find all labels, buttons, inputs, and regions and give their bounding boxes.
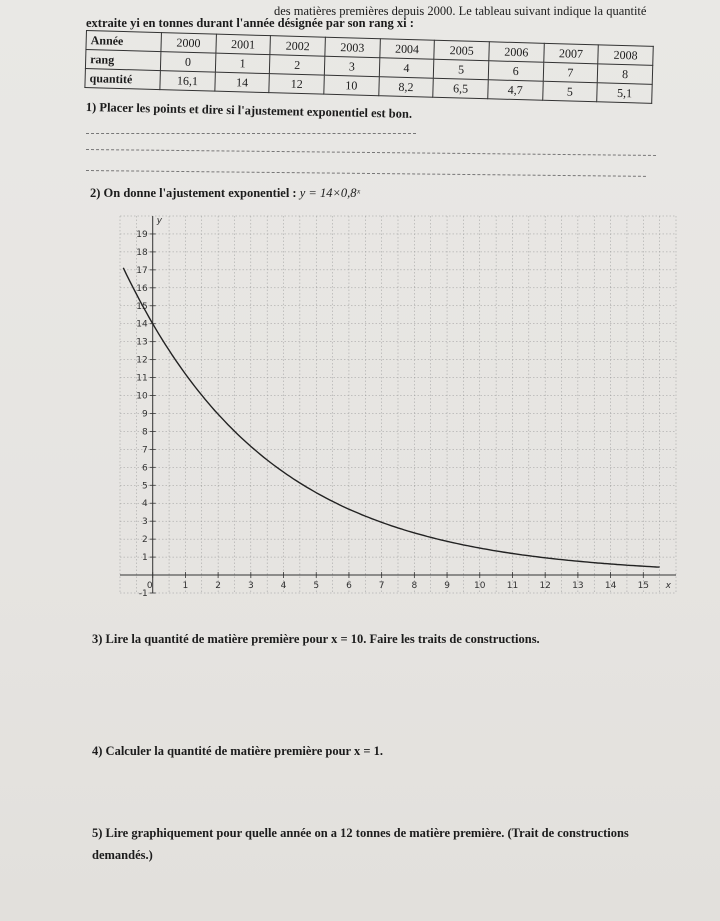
y-tick-label: 7 bbox=[141, 445, 148, 456]
exponential-graph bbox=[84, 208, 684, 608]
y-tick-label: 16 bbox=[136, 283, 148, 294]
question-2-text: 2) On donne l'ajustement exponentiel : bbox=[90, 186, 300, 200]
x-tick-label: 0 bbox=[146, 581, 153, 592]
table-cell: 4,7 bbox=[488, 80, 543, 101]
table-cell: 7 bbox=[543, 62, 598, 83]
y-tick-label: 10 bbox=[136, 391, 148, 402]
y-tick-label: 5 bbox=[141, 481, 148, 492]
x-tick-label: 14 bbox=[604, 581, 617, 592]
y-tick-label: 15 bbox=[136, 301, 148, 312]
row-label-annee: Année bbox=[86, 31, 162, 52]
table-cell: 2 bbox=[270, 55, 325, 76]
table-cell: 8 bbox=[597, 64, 652, 85]
question-5-continued: demandés.) bbox=[92, 848, 153, 862]
row-label-quantite: quantité bbox=[85, 68, 161, 89]
y-tick-label: 9 bbox=[141, 409, 148, 420]
y-tick-label: 11 bbox=[136, 373, 148, 384]
table-cell: 2007 bbox=[543, 43, 598, 64]
table-cell: 14 bbox=[215, 72, 270, 93]
x-tick-label: 11 bbox=[506, 581, 519, 592]
y-tick-label: 19 bbox=[136, 229, 148, 240]
y-tick-label: 12 bbox=[136, 355, 148, 366]
y-tick-label: 13 bbox=[136, 337, 148, 348]
table-cell: 10 bbox=[324, 75, 379, 96]
x-tick-label: 9 bbox=[444, 581, 450, 592]
table-cell: 2003 bbox=[325, 37, 380, 58]
answer-line-1 bbox=[86, 133, 416, 134]
question-2 bbox=[90, 186, 360, 201]
x-tick-label: 4 bbox=[280, 581, 287, 592]
x-tick-label: 8 bbox=[411, 581, 418, 592]
y-tick-label: 6 bbox=[141, 463, 148, 474]
y-tick-label: 17 bbox=[136, 265, 148, 276]
x-tick-label: 7 bbox=[378, 581, 385, 592]
x-tick-label: 5 bbox=[313, 581, 320, 592]
y-tick-label: 4 bbox=[141, 499, 148, 510]
chart-svg bbox=[84, 208, 684, 608]
question-3: 3) Lire la quantité de matière première pour x = 10. Faire les traits de constructions. bbox=[92, 632, 540, 646]
question-4: 4) Calculer la quantité de matière première pour x = 1. bbox=[92, 744, 383, 758]
y-tick-label: 14 bbox=[136, 319, 148, 330]
table-cell: 5 bbox=[542, 81, 597, 102]
table-cell: 2002 bbox=[270, 36, 325, 57]
row-label-rang: rang bbox=[85, 50, 161, 71]
x-tick-label: 12 bbox=[539, 581, 551, 592]
y-tick-label: 8 bbox=[141, 427, 148, 438]
table-cell: 3 bbox=[324, 56, 379, 77]
table-cell: 0 bbox=[160, 52, 215, 73]
intro-line-2: extraite yi en tonnes durant l'année désignée par son rang xi : bbox=[86, 16, 414, 30]
y-axis-label: y bbox=[156, 216, 163, 227]
data-table bbox=[84, 30, 653, 104]
table-cell: 2005 bbox=[434, 40, 489, 61]
x-axis-label: x bbox=[665, 581, 671, 592]
table-cell: 8,2 bbox=[378, 77, 433, 98]
table-cell: 1 bbox=[215, 53, 270, 74]
y-tick-label: 1 bbox=[141, 553, 148, 564]
question-5: 5) Lire graphiquement pour quelle année on a 12 tonnes de matière première. (Trait de constructions bbox=[92, 826, 629, 840]
x-tick-label: 13 bbox=[572, 581, 584, 592]
table-cell: 5 bbox=[434, 59, 489, 80]
question-1: 1) Placer les points et dire si l'ajustement exponentiel est bon. bbox=[85, 100, 413, 121]
table-cell: 2000 bbox=[161, 33, 216, 54]
table-cell: 5,1 bbox=[597, 83, 652, 104]
x-tick-label: 6 bbox=[346, 581, 352, 592]
exponential-curve bbox=[153, 324, 660, 567]
answer-line-2 bbox=[86, 149, 656, 156]
table-cell: 6 bbox=[488, 61, 543, 82]
intro-line-1: des matières premières depuis 2000. Le tableau suivant indique la quantité bbox=[274, 4, 647, 18]
table-cell: 12 bbox=[269, 74, 324, 95]
table-cell: 2004 bbox=[379, 39, 434, 60]
y-tick-label: -1 bbox=[138, 589, 148, 599]
y-tick-label: 3 bbox=[141, 517, 148, 528]
table-cell: 16,1 bbox=[160, 71, 215, 92]
curve-extension bbox=[123, 265, 152, 324]
y-tick-label: 18 bbox=[136, 247, 148, 258]
y-tick-label: 2 bbox=[141, 535, 148, 546]
x-tick-label: 3 bbox=[247, 581, 254, 592]
table-cell: 6,5 bbox=[433, 78, 488, 99]
exponential-formula: y = 14×0,8ˣ bbox=[299, 186, 361, 200]
x-tick-label: 1 bbox=[182, 581, 189, 592]
x-tick-label: 15 bbox=[637, 581, 650, 592]
table-cell: 2008 bbox=[598, 45, 653, 66]
x-tick-label: 2 bbox=[215, 581, 221, 592]
answer-line-3 bbox=[86, 170, 646, 177]
table-cell: 2001 bbox=[216, 34, 271, 55]
table-cell: 2006 bbox=[489, 42, 544, 63]
table-cell: 4 bbox=[379, 58, 434, 79]
x-tick-label: 10 bbox=[474, 581, 486, 592]
